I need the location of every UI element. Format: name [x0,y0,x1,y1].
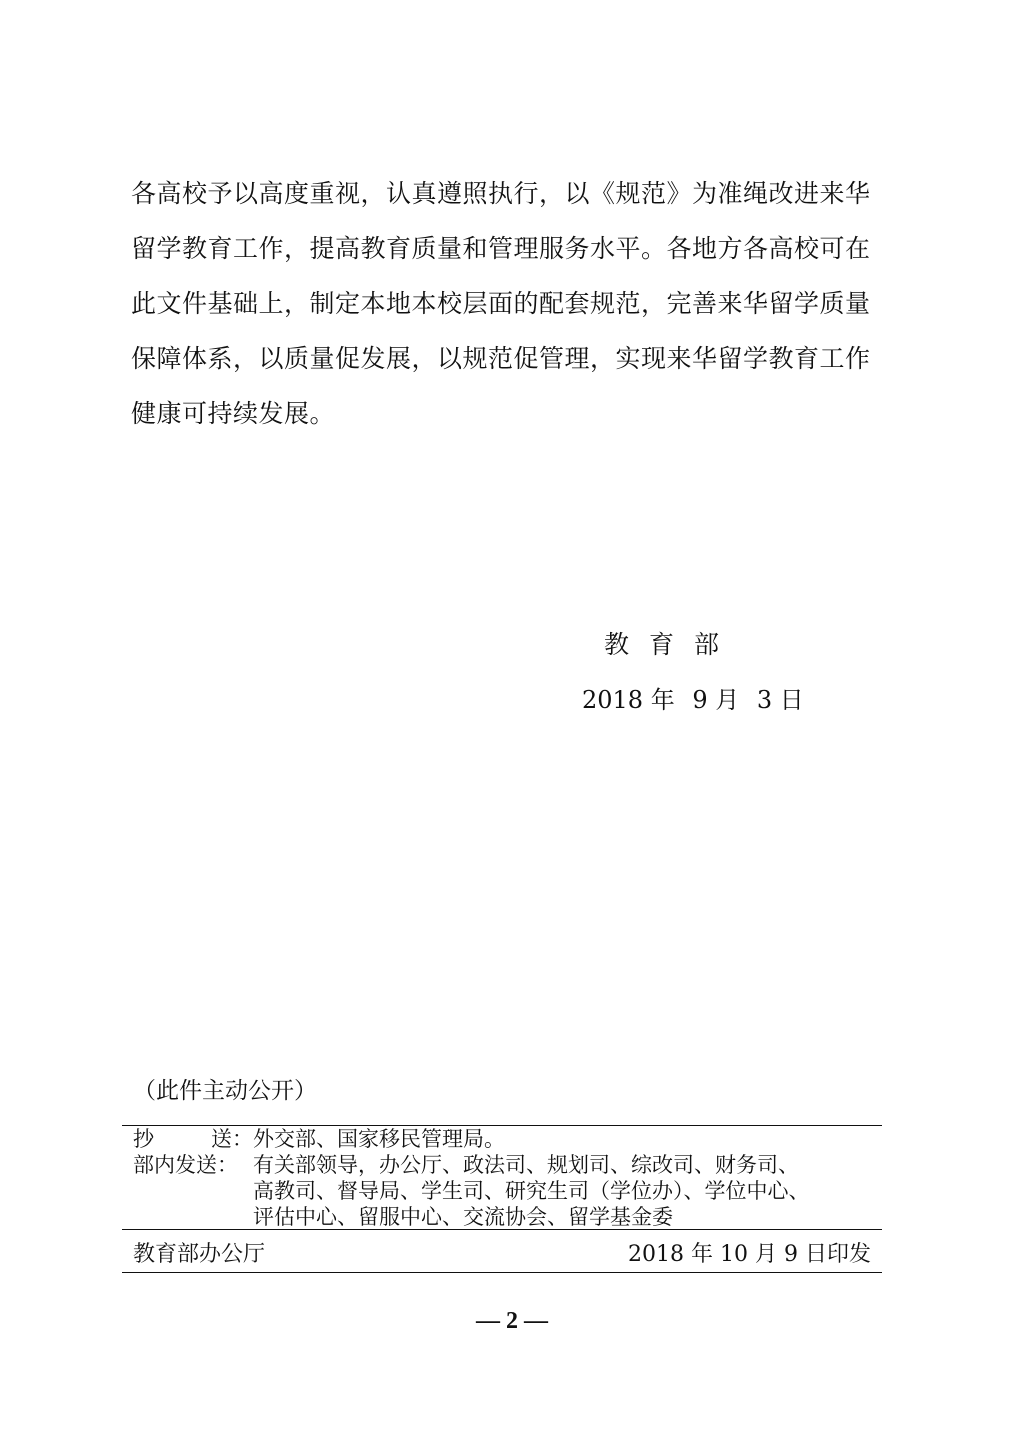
internal-recipients-line: 评估中心、留服中心、交流协会、留学基金委 [253,1205,673,1229]
internal-recipients-line: 有关部领导，办公厅、政法司、规划司、综改司、财务司、 [253,1153,799,1177]
divider-bottom [122,1272,882,1273]
date-day: 3 日 [756,686,804,714]
page-number: — 2 — [476,1308,548,1334]
cc-label-second: 送： [211,1127,253,1151]
divider-middle [122,1229,882,1230]
internal-row [133,1152,878,1230]
issuance-row [133,1237,871,1268]
issuance-date: 2018 年 10 月 9 日印发 [628,1242,871,1267]
body-line: 健康可持续发展。 [131,399,336,428]
body-paragraph [131,166,891,441]
body-line: 各高校予以高度重视，认真遵照执行，以《规范》为准绳改进来华 [131,179,871,208]
signature-date [582,680,814,715]
internal-label-text: 部内发送： [133,1153,238,1177]
cc-row [133,1126,878,1152]
body-line: 留学教育工作，提高教育质量和管理服务水平。各地方各高校可在 [131,234,871,263]
body-line: 保障体系，以质量促发展，以规范促管理，实现来华留学教育工作 [131,344,871,373]
internal-recipients [253,1152,878,1230]
internal-label [133,1152,253,1230]
issuing-office: 教育部办公厅 [133,1242,266,1267]
disclosure-note: （此件主动公开） [133,1078,317,1104]
date-month: 9 月 [692,686,740,714]
cc-label-first: 抄 [133,1127,154,1151]
signature-issuer: 教育部 [604,630,740,659]
cc-label [133,1126,253,1152]
date-year: 2018 年 [582,686,675,714]
distribution-block [133,1126,878,1230]
internal-recipients-line: 高教司、督导局、学生司、研究生司（学位办）、学位中心、 [253,1179,810,1203]
body-line: 此文件基础上，制定本地本校层面的配套规范，完善来华留学质量 [131,289,871,318]
cc-recipients: 外交部、国家移民管理局。 [253,1127,505,1151]
